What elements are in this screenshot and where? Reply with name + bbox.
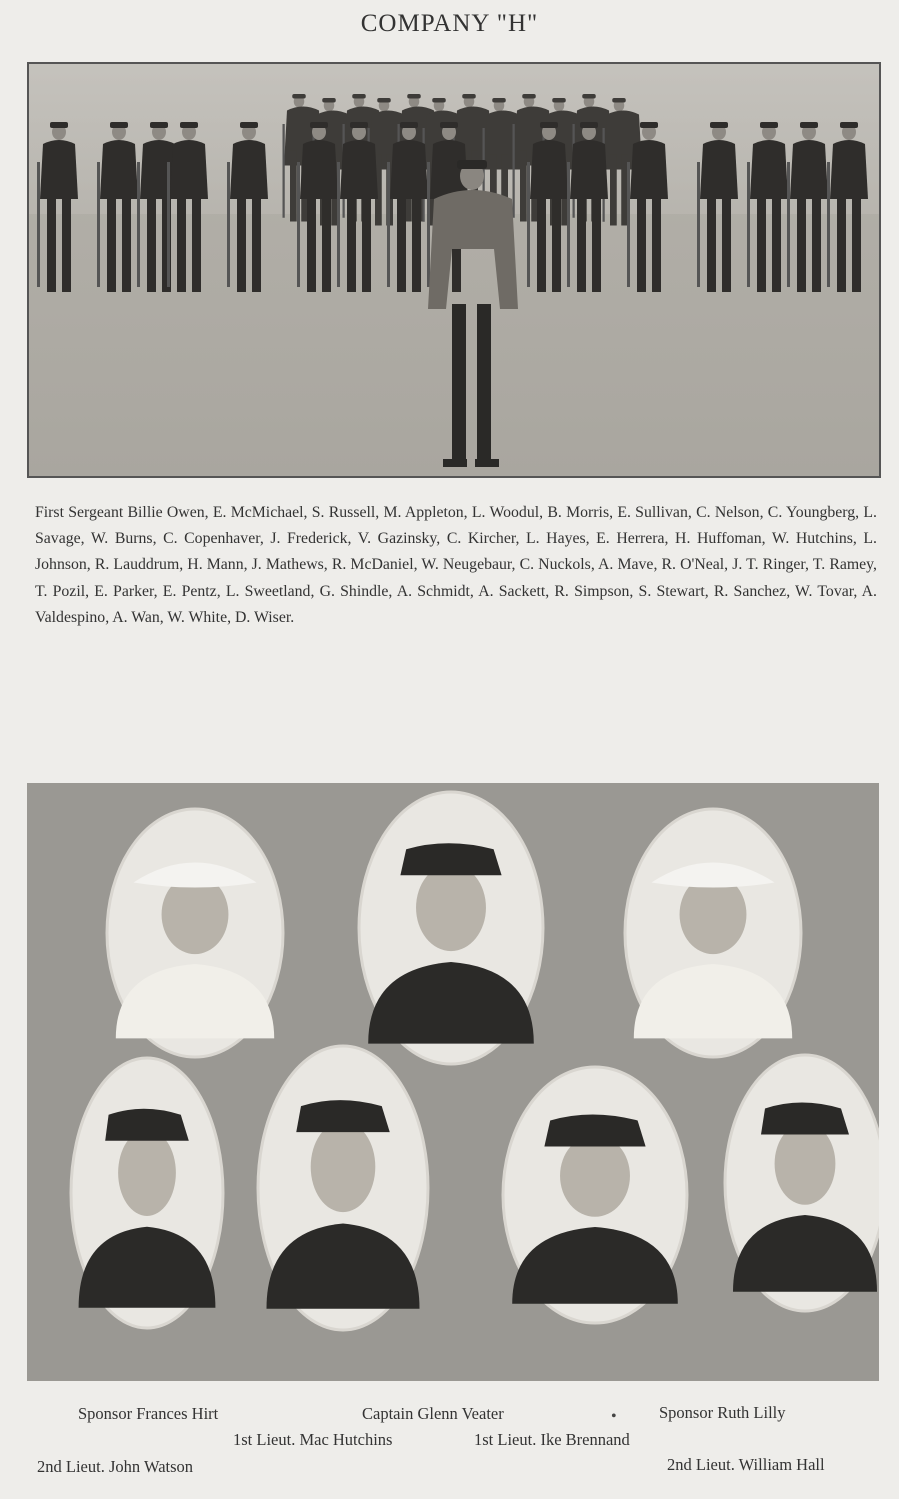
caption-first-lieut-right: 1st Lieut. Ike Brennand — [474, 1430, 630, 1449]
caption-sponsor-right: Sponsor Ruth Lilly — [659, 1403, 786, 1422]
company-group-photo — [27, 62, 881, 478]
caption-second-lieut-left: 2nd Lieut. John Watson — [37, 1457, 194, 1476]
page-title: COMPANY "H" — [360, 10, 539, 37]
officers-portrait-panel — [27, 783, 879, 1381]
caption-first-lieut-left: 1st Lieut. Mac Hutchins — [233, 1430, 393, 1449]
roster-names: First Sergeant Billie Owen, E. McMichael, S. Russell, M. Appleton, L. Woodul, B. Morris, E. Sullivan, C. Nelson, C. Youngberg, L. Savage, W. Burns, C. Copenhaver, J. Frederick, V. Gazinsky, C. Kircher, L. Hayes, E. Herrera, H. Huffoman, W. Hutchins, L. Johnson, R. Lauddrum, H. Mann, J. Mathews, R. McDaniel, W. Neugebaur, C. Nuckols, A. Mave, R. O'Neal, J. T. Ringer, T. Ramey, T. Pozil, E. Parker, E. Pentz, L. Sweetland, G. Shindle, A. Schmidt, A. Sackett, R. Simpson, S. Stewart, R. Sanchez, W. Tovar, A. Valdespino, A. Wan, W. White, D. Wiser. — [35, 504, 877, 626]
caption-sponsor-left: Sponsor Frances Hirt — [78, 1404, 219, 1423]
caption-second-lieut-right: 2nd Lieut. William Hall — [667, 1455, 825, 1474]
caption-captain: Captain Glenn Veater — [362, 1404, 504, 1423]
stray-mark: • — [611, 1408, 617, 1425]
